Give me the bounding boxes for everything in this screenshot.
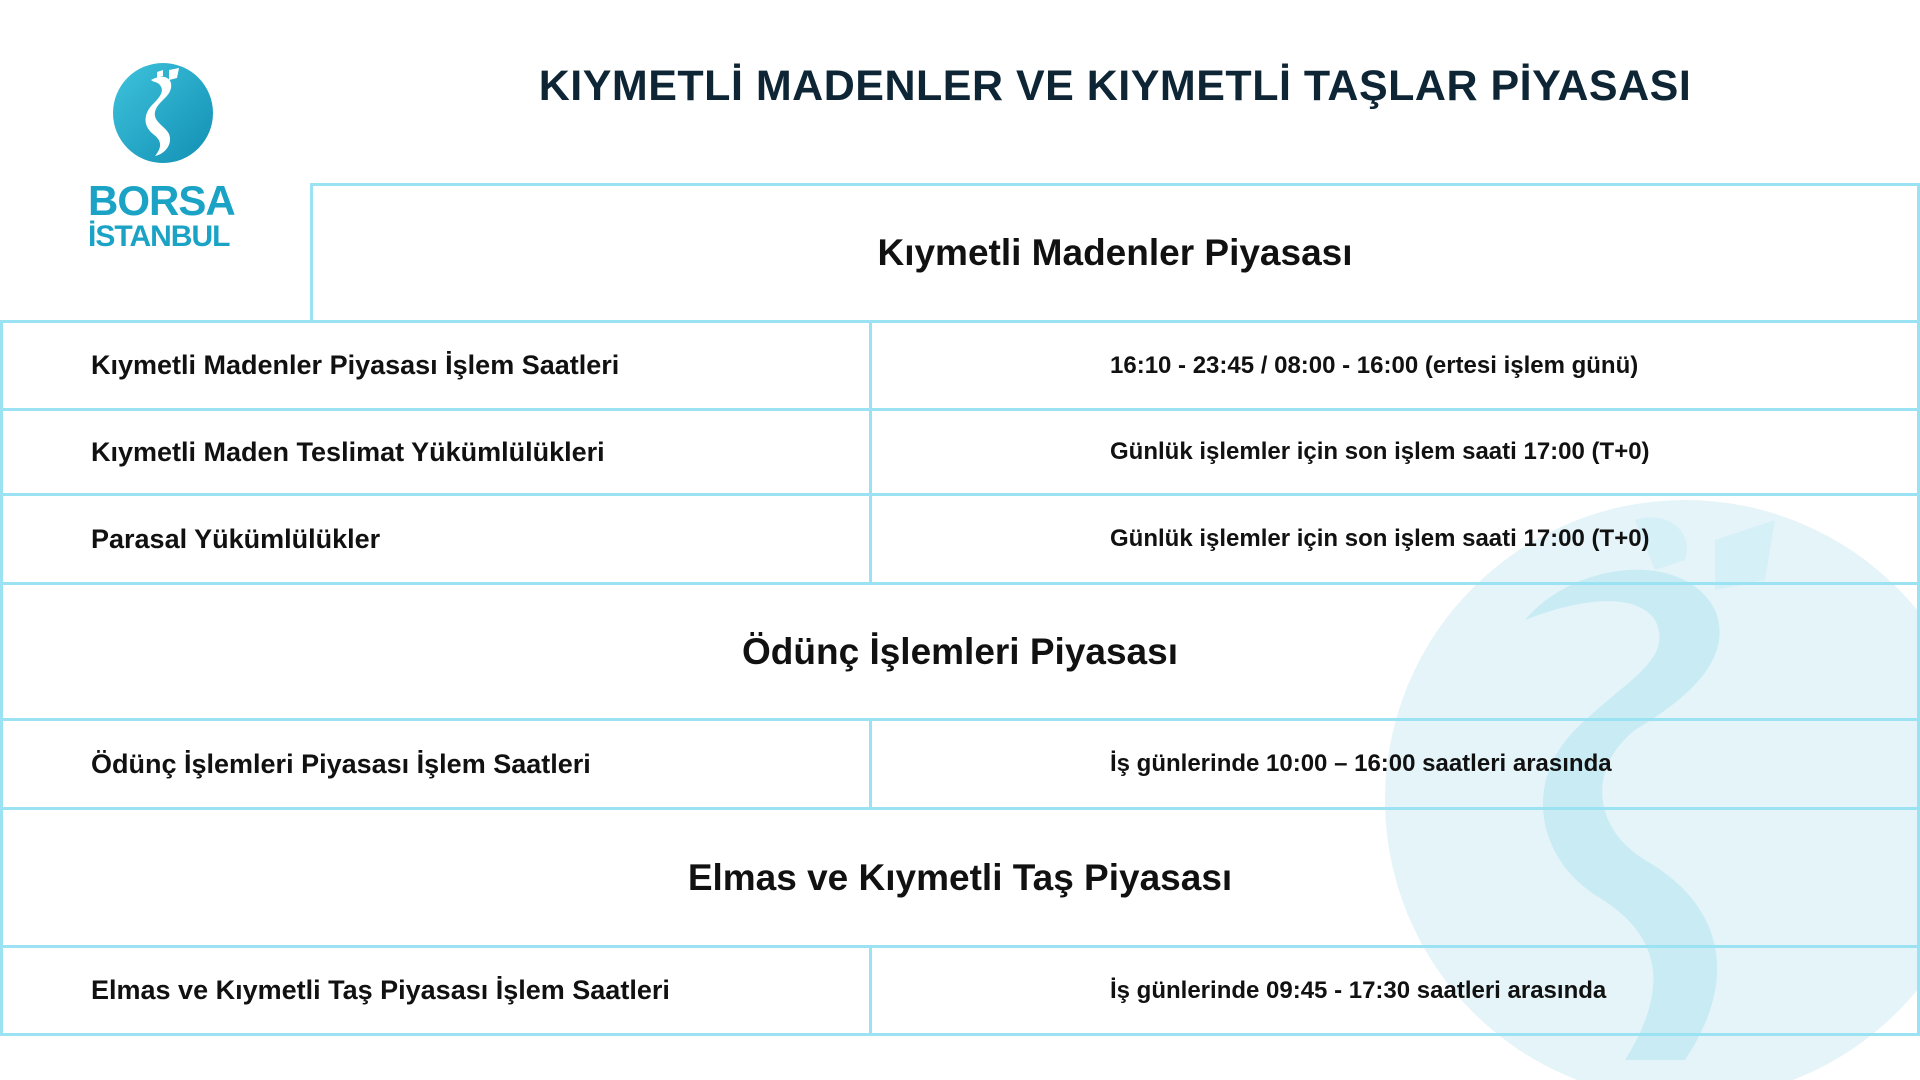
row-value-delivery-obligations: Günlük işlemler için son işlem saati 17:00 (T+0): [869, 408, 1920, 496]
section-title-diamond: Elmas ve Kıymetli Taş Piyasası: [0, 807, 1920, 948]
row-label-lending-hours: Ödünç İşlemleri Piyasası İşlem Saatleri: [0, 718, 872, 810]
row-label-delivery-obligations: Kıymetli Maden Teslimat Yükümlülükleri: [0, 408, 872, 496]
brand-name-line1: BORSA: [88, 177, 235, 224]
row-value-lending-hours: İş günlerinde 10:00 – 16:00 saatleri arasında: [869, 718, 1920, 810]
row-label-metals-hours: Kıymetli Madenler Piyasası İşlem Saatleri: [0, 320, 872, 411]
row-label-monetary-obligations: Parasal Yükümlülükler: [0, 493, 872, 585]
page-title: KIYMETLİ MADENLER VE KIYMETLİ TAŞLAR PİYASASI: [538, 62, 1692, 110]
row-value-diamond-hours: İş günlerinde 09:45 - 17:30 saatleri arasında: [869, 945, 1920, 1036]
brand-logo: [88, 62, 238, 262]
row-value-monetary-obligations: Günlük işlemler için son işlem saati 17:00 (T+0): [869, 493, 1920, 585]
borsa-istanbul-logo-icon: [113, 62, 213, 164]
row-value-metals-hours: 16:10 - 23:45 / 08:00 - 16:00 (ertesi işlem günü): [869, 320, 1920, 411]
section-title-lending: Ödünç İşlemleri Piyasası: [0, 582, 1920, 721]
section-title-precious-metals: Kıymetli Madenler Piyasası: [310, 183, 1920, 323]
brand-name-line2: İSTANBUL: [88, 220, 230, 253]
row-label-diamond-hours: Elmas ve Kıymetli Taş Piyasası İşlem Saatleri: [0, 945, 872, 1036]
